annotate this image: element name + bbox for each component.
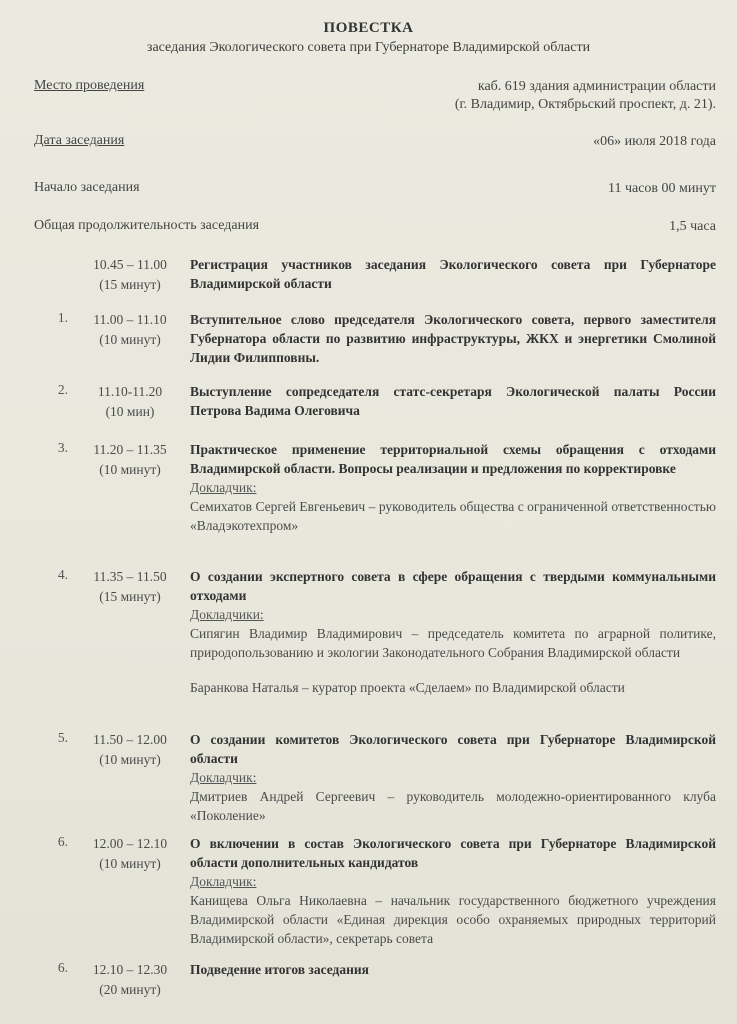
item-speaker-role: Докладчик:: [190, 770, 257, 785]
item-time: [80, 382, 180, 422]
item-time-range: 11.00 – 11.10: [93, 312, 167, 327]
item-content: [190, 834, 716, 948]
item-speaker: Семихатов Сергей Евгеньевич – руководитель общества с ограниченной ответственностью «Владэкотехпром»: [190, 499, 716, 533]
item-speaker: Сипягин Владимир Владимирович – председатель комитета по аграрной политике, природопользованию и экологии Законодательного Собрания Владимирской области: [190, 626, 716, 660]
item-speaker-role: Докладчик:: [190, 480, 257, 495]
item-duration: (20 минут): [99, 982, 161, 997]
item-number: 2.: [57, 382, 68, 397]
item-number: 6.: [57, 960, 68, 975]
place-label: Место проведения: [34, 78, 145, 93]
start-label: Начало заседания: [34, 180, 140, 195]
page-title: ПОВЕСТКА: [323, 20, 414, 36]
item-time: [80, 310, 180, 350]
item-time: [80, 567, 180, 607]
item-speaker: Канищева Ольга Николаевна – начальник государственного бюджетного учреждения Владимирской области «Единая дирекция особо охраняемых природных территорий Владимирской области», секретарь совета: [190, 893, 716, 946]
item-duration: (10 минут): [99, 332, 161, 347]
item-speaker-role: Докладчики:: [190, 607, 264, 622]
place-value-line1: каб. 619 здания администрации области: [477, 79, 716, 94]
item-number: 6.: [57, 834, 68, 849]
item-content: [190, 255, 716, 293]
date-value: «06» июля 2018 года: [593, 134, 716, 149]
page-subtitle: заседания Экологического совета при Губернаторе Владимирской области: [146, 40, 591, 55]
item-number: 4.: [57, 567, 68, 582]
start-value: 11 часов 00 минут: [607, 181, 716, 196]
item-duration: (15 минут): [99, 589, 161, 604]
item-duration: (10 минут): [99, 462, 161, 477]
item-topic: Практическое применение территориальной схемы обращения с отходами Владимирской области. Вопросы реализации и предложения по корректировке: [190, 442, 716, 476]
item-topic: О создании комитетов Экологического совета при Губернаторе Владимирской области: [190, 732, 716, 766]
item-time-range: 10.45 – 11.00: [93, 257, 167, 272]
item-time-range: 11.10-11.20: [97, 384, 163, 399]
item-time: [80, 960, 180, 1000]
item-speaker: Дмитриев Андрей Сергеевич – руководитель молодежно-ориентированного клуба «Поколение»: [190, 789, 716, 823]
item-speaker-role: Докладчик:: [190, 874, 257, 889]
item-time-range: 12.00 – 12.10: [92, 836, 168, 851]
item-topic: Выступление сопредседателя статс-секретаря Экологической палаты России Петрова Вадима Олеговича: [190, 384, 716, 418]
item-content: [190, 440, 716, 535]
item-number: 3.: [57, 440, 68, 455]
item-content: [190, 960, 716, 979]
item-time-range: 11.35 – 11.50: [93, 569, 167, 584]
item-time-range: 11.50 – 12.00: [93, 732, 167, 747]
item-time: [80, 440, 180, 480]
item-number: 1.: [57, 310, 68, 325]
item-time-range: 11.20 – 11.35: [93, 442, 167, 457]
item-topic: Подведение итогов заседания: [190, 962, 369, 977]
item-number: 5.: [57, 730, 68, 745]
item-speaker: Баранкова Наталья – куратор проекта «Сделаем» по Владимирской области: [190, 680, 625, 695]
item-duration: (10 мин): [105, 404, 155, 419]
item-content: [190, 310, 716, 367]
item-topic: Вступительное слово председателя Экологического совета, первого заместителя Губернатора области по развитию инфраструктуры, ЖКХ и энергетики Смолиной Лидии Филипповны.: [190, 312, 716, 365]
item-content: [190, 567, 716, 697]
place-value-line2: (г. Владимир, Октябрьский проспект, д. 21).: [454, 97, 716, 112]
duration-label: Общая продолжительность заседания: [34, 218, 260, 233]
item-content: [190, 382, 716, 420]
duration-value: 1,5 часа: [669, 219, 716, 234]
place-value: [455, 78, 716, 114]
item-topic: О включении в состав Экологического совета при Губернаторе Владимирской области дополнительных кандидатов: [190, 836, 716, 870]
item-content: [190, 730, 716, 825]
item-duration: (15 минут): [99, 277, 161, 292]
item-topic: Регистрация участников заседания Экологического совета при Губернаторе Владимирской области: [190, 257, 716, 291]
date-label: Дата заседания: [34, 133, 125, 148]
item-time-range: 12.10 – 12.30: [92, 962, 168, 977]
item-time: [80, 730, 180, 770]
item-time: [80, 834, 180, 874]
item-time: [80, 255, 180, 295]
item-duration: (10 минут): [99, 856, 161, 871]
item-duration: (10 минут): [99, 752, 161, 767]
item-topic: О создании экспертного совета в сфере обращения с твердыми коммунальными отходами: [190, 569, 716, 603]
